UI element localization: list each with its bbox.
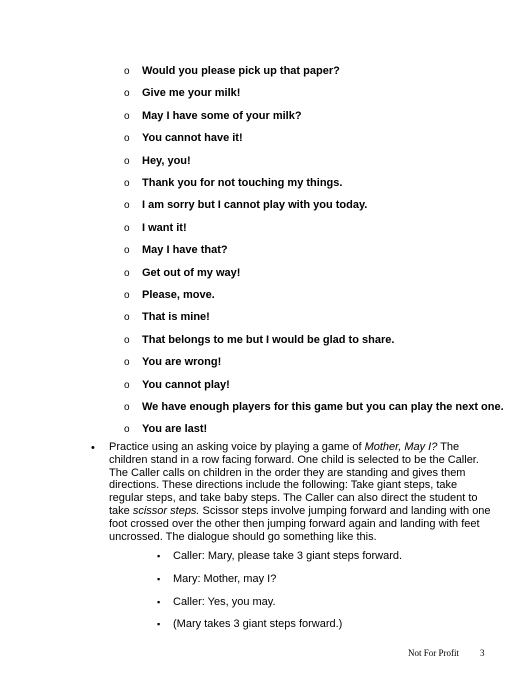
dialogue-text: Caller: Yes, you may. (173, 596, 276, 608)
phrase-text: May I have that? (142, 244, 228, 256)
list-marker: o (124, 402, 130, 413)
phrase-text: Thank you for not touching my things. (142, 177, 343, 189)
list-marker: o (124, 424, 130, 435)
list-item (0, 221, 532, 241)
dialogue-line (0, 572, 532, 590)
phrase-text: Give me your milk! (142, 87, 241, 99)
dialogue-text: Caller: Mary, please take 3 giant steps forward. (173, 550, 403, 562)
list-item (0, 176, 532, 196)
list-item (0, 355, 532, 375)
phrase-text: You cannot have it! (142, 132, 243, 144)
list-item (0, 422, 532, 442)
phrase-text: Please, move. (142, 289, 215, 301)
list-item (0, 288, 532, 308)
dialogue-line (0, 549, 532, 567)
list-marker: o (124, 178, 130, 189)
paragraph-text: Practice using an asking voice by playing a game of (109, 441, 365, 453)
list-marker: o (124, 357, 130, 368)
bullet-marker: • (91, 442, 95, 454)
list-marker: o (124, 111, 130, 122)
list-item (0, 198, 532, 218)
dialogue-text: (Mary takes 3 giant steps forward.) (173, 618, 343, 630)
list-item (0, 154, 532, 174)
dialogue-text: Mary: Mother, may I? (173, 573, 277, 585)
square-bullet-icon: ▪ (157, 574, 161, 584)
game-title: Mother, May I? (364, 441, 438, 453)
square-bullet-icon: ▪ (157, 551, 161, 561)
list-marker: o (124, 380, 130, 391)
paragraph-text: Scissor steps involve jumping forward and landing with one foot crossed over the other then jumping forward again and landing with feet uncrossed. The dialogue should go something like this. (109, 504, 491, 543)
list-marker: o (124, 66, 130, 77)
phrase-text: Would you please pick up that paper? (142, 65, 340, 77)
instruction-paragraph (109, 441, 491, 543)
phrase-text: That is mine! (142, 311, 210, 323)
list-marker: o (124, 312, 130, 323)
phrase-text: We have enough players for this game but you can play the next one. (142, 401, 504, 413)
list-marker: o (124, 156, 130, 167)
list-item (0, 109, 532, 129)
phrase-text: Get out of my way! (142, 267, 241, 279)
paragraph-text: The children stand in a row facing forward. One child is selected to be the Caller. The Caller calls on children in the order they are standing and gives them directions. These directions include the following: Take giant steps, take regular steps, and take baby steps. The Caller can also direct the student to take (109, 441, 479, 517)
list-marker: o (124, 245, 130, 256)
phrase-text: You are wrong! (142, 356, 222, 368)
list-item (0, 378, 532, 398)
phrase-text: May I have some of your milk? (142, 110, 302, 122)
dialogue-line (0, 595, 532, 613)
list-item (0, 131, 532, 151)
list-item (0, 86, 532, 106)
footer-label: Not For Profit (408, 648, 460, 658)
list-marker: o (124, 290, 130, 301)
square-bullet-icon: ▪ (157, 597, 161, 607)
phrase-text: I am sorry but I cannot play with you today. (142, 199, 368, 211)
dialogue-line (0, 617, 532, 635)
list-marker: o (124, 88, 130, 99)
list-item (0, 333, 532, 353)
square-bullet-icon: ▪ (157, 619, 161, 629)
list-marker: o (124, 335, 130, 346)
phrase-text: You are last! (142, 423, 208, 435)
list-marker: o (124, 133, 130, 144)
list-item (0, 400, 532, 420)
phrase-text: You cannot play! (142, 379, 230, 391)
list-item (0, 243, 532, 263)
list-item (0, 266, 532, 286)
list-item (0, 310, 532, 330)
list-marker: o (124, 200, 130, 211)
phrase-text: Hey, you! (142, 155, 191, 167)
list-marker: o (124, 268, 130, 279)
phrase-text: I want it! (142, 222, 187, 234)
scissor-steps-term: scissor steps. (132, 504, 200, 517)
phrase-text: That belongs to me but I would be glad to share. (142, 334, 395, 346)
page-number: 3 (480, 648, 485, 658)
list-marker: o (124, 223, 130, 234)
list-item (0, 64, 532, 84)
